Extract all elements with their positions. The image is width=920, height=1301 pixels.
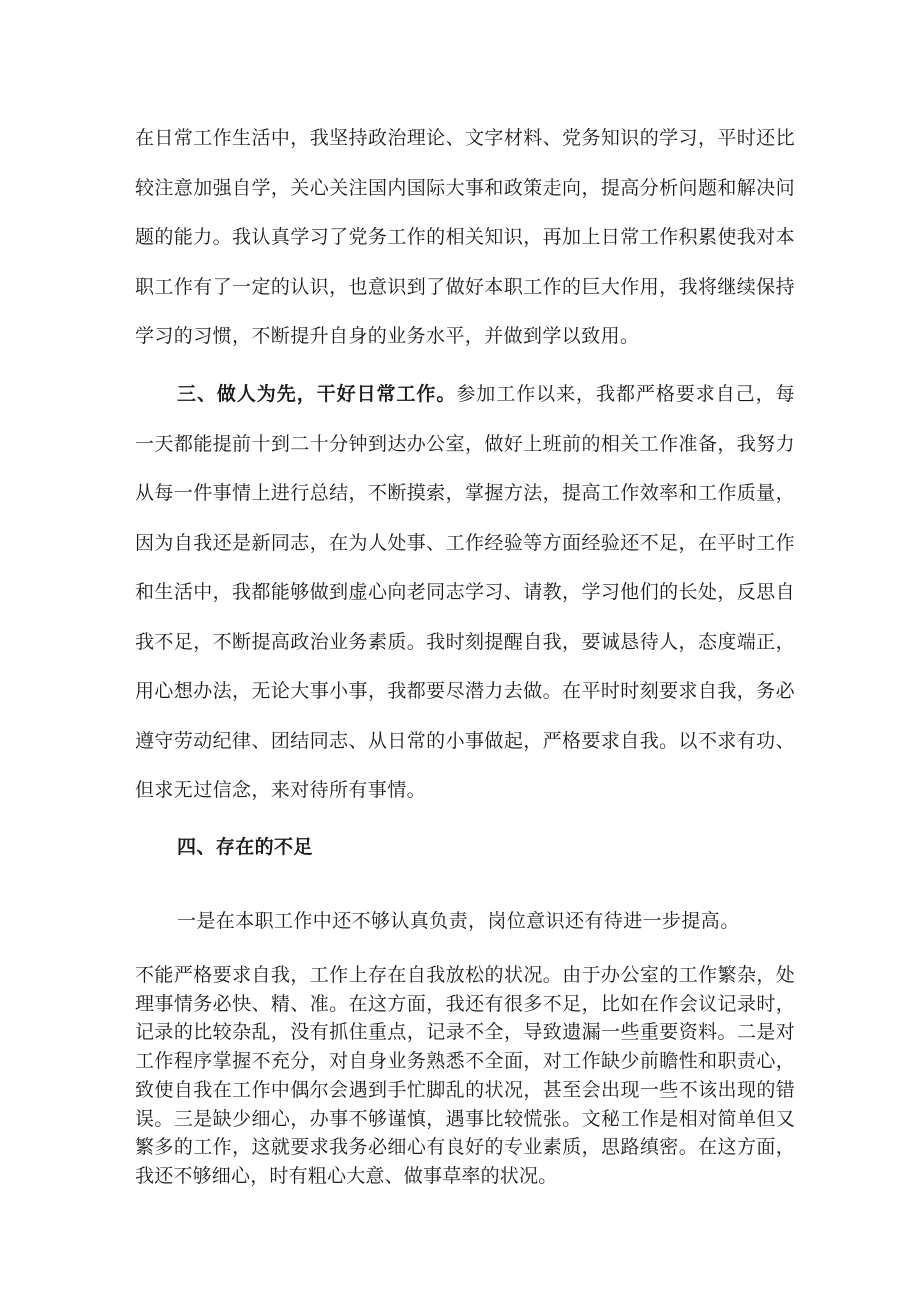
paragraph-section-3 <box>135 370 795 816</box>
paragraph-section-4-first: 一是在本职工作中还不够认真负责，岗位意识还有待进一步提高。 <box>177 910 740 932</box>
paragraph-section-4-body: 不能严格要求自我，工作上存在自我放松的状况。由于办公室的工作繁杂，处理事情务必快、精、准。在这方面，我还有很多不足，比如在作会议记录时，记录的比较杂乱，没有抓住重点，记录不全，导致遗漏一些重要资料。二是对工作程序掌握不充分，对自身业务熟悉不全面，对工作缺少前瞻性和职责心，致使自我在工作中偶尔会遇到手忙脚乱的状况，甚至会出现一些不该出现的错误。三是缺少细心，办事不够谨慎，遇事比较慌张。文秘工作是相对简单但又繁多的工作，这就要求我务必细心有良好的专业素质，思路缜密。在这方面，我还不够细心，时有粗心大意、做事草率的状况。 <box>135 964 795 1187</box>
paragraph-study: 在日常工作生活中，我坚持政治理论、文字材料、党务知识的学习，平时还比较注意加强自学，关心关注国内国际大事和政策走向，提高分析问题和解决问题的能力。我认真学习了党务工作的相关知识，再加上日常工作积累使我对本职工作有了一定的认识，也意识到了做好本职工作的巨大作用，我将继续保持学习的习惯，不断提升自身的业务水平，并做到学以致用。 <box>135 127 795 347</box>
section-3-body: 参加工作以来，我都严格要求自己，每一天都能提前十到二十分钟到达办公室，做好上班前的相关工作准备，我努力从每一件事情上进行总结，不断摸索，掌握方法，提高工作效率和工作质量，因为自我还是新同志，在为人处事、工作经验等方面经验还不足，在平时工作和生活中，我都能够做到虚心向老同志学习、请教，学习他们的长处，反思自我不足，不断提高政治业务素质。我时刻提醒自我，要诚恳待人，态度端正，用心想办法，无论大事小事，我都要尽潜力去做。在平时时刻要求自我，务必遵守劳动纪律、团结同志、从日常的小事做起，严格要求自我。以不求有功、但求无过信念，来对待所有事情。 <box>135 383 795 801</box>
section-4-heading: 四、存在的不足 <box>177 836 313 858</box>
section-3-heading: 三、做人为先，干好日常工作。 <box>177 383 457 405</box>
